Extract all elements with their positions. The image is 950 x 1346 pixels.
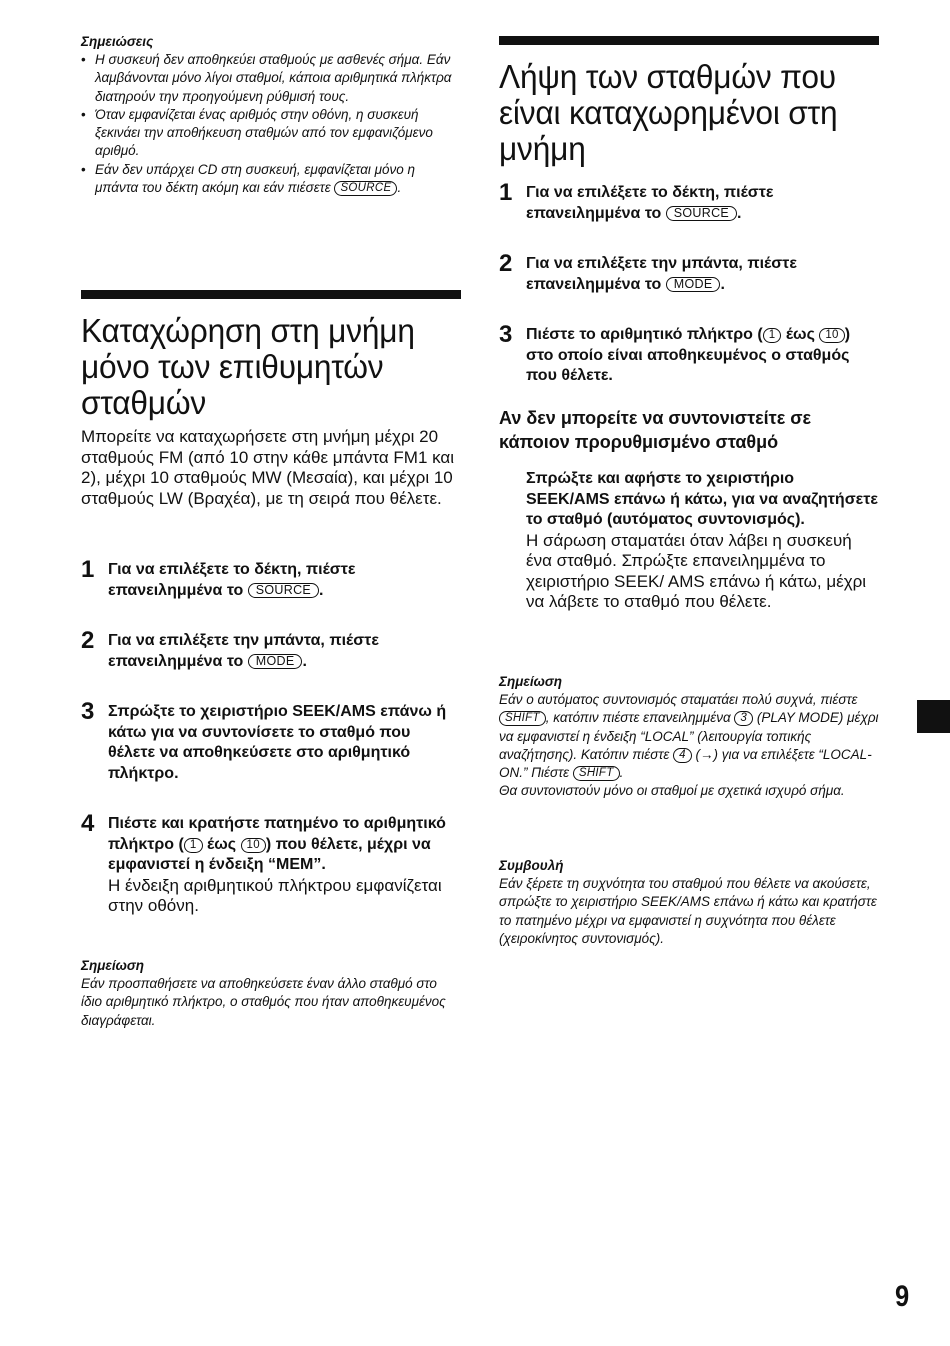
- number-key-10: 10: [819, 328, 844, 343]
- instruction-body: Η σάρωση σταματάει όταν λάβει η συσκευή ένα σταθμό. Σπρώξτε επανειλημμένα το χειριστήριο SEEK/ AMS επάνω ή κάτω, μέχρι να λάβετε το σταθμό που θέλετε.: [526, 530, 867, 612]
- step-text-part: έως: [202, 835, 241, 853]
- note-text-part: ) για να επιλέξετε “LOCAL-ON.” Πιέστε: [499, 746, 872, 781]
- note-text-part: (PLAY MODE) μέχρι να εμφανιστεί η ένδειξη “LOCAL” (λειτουργία τοπικής αναζήτησης). Κατόπιν πιέστε: [499, 710, 879, 762]
- note-text: [499, 691, 879, 782]
- note-block: [499, 674, 879, 801]
- note-text-part: Εάν ο αυτόματος συντονισμός σταματάει πολύ συχνά, πιέστε: [499, 692, 858, 707]
- step-number: 4: [81, 810, 95, 837]
- step-text: [108, 814, 461, 876]
- source-key: SOURCE: [334, 181, 397, 196]
- note-text-part: (: [691, 746, 701, 762]
- notes-item-text: Εάν δεν υπάρχει CD στη συσκευή, εμφανίζεται μόνο η μπάντα του δέκτη ακόμη και εάν πιέσετε: [95, 161, 416, 196]
- step-text-part: Πιέστε και κρατήστε πατημένο το αριθμητικό πλήκτρο (: [108, 815, 446, 853]
- step-text-part: έως: [781, 326, 820, 343]
- number-key-1: 1: [184, 838, 203, 853]
- step-text: Σπρώξτε το χειριστήριο SEEK/AMS επάνω ή κάτω για να συντονίσετε το σταθμό που θέλετε να αποθηκεύσετε στο αριθμητικό πλήκτρο.: [108, 703, 447, 782]
- step-3: [81, 698, 461, 784]
- step-text-end: .: [302, 652, 307, 670]
- recall-section: [499, 36, 879, 167]
- step-text: [526, 254, 879, 295]
- step-4: [81, 810, 461, 917]
- step-text-end: .: [720, 275, 725, 293]
- note-text-part: .: [619, 765, 624, 781]
- step-text-part: Για να επιλέξετε την μπάντα, πιέστε επανειλημμένα το: [108, 632, 379, 670]
- step-text-part: Για να επιλέξετε την μπάντα, πιέστε επανειλημμένα το: [526, 255, 797, 293]
- step-text-part: ) που θέλετε, μέχρι να εμφανιστεί η ένδειξη “MEM”.: [108, 835, 431, 873]
- note-title: Σημείωση: [499, 674, 563, 689]
- number-key-3: 3: [734, 711, 753, 726]
- note-block: [81, 958, 461, 1030]
- step-text-end: .: [737, 204, 742, 222]
- section-heading: Λήψη των σταθμών που είναι καταχωρημένοι στη μνήμη: [499, 58, 838, 167]
- tip-text: Εάν ξέρετε τη συχνότητα του σταθμού που θέλετε να ακούσετε, σπρώξτε το χειριστήριο SEEK/AMS επάνω ή κάτω και κρατήστε το πατημένο μέχρι να εμφανιστεί η συχνότητα που θέλετε (χειροκίνητος συντονισμός).: [499, 876, 877, 946]
- right-arrow-icon: →: [700, 746, 714, 762]
- step-number: 3: [81, 698, 95, 725]
- step-text-end: .: [319, 581, 324, 599]
- step-number: 3: [499, 321, 513, 348]
- tip-block: [499, 858, 879, 948]
- note-text: Εάν προσπαθήσετε να αποθηκεύσετε έναν άλλο σταθμό στο ίδιο αριθμητικό πλήκτρο, ο σταθμός που ήταν αποθηκευμένος διαγράφεται.: [81, 976, 446, 1028]
- step-1: [499, 179, 879, 224]
- tip-title: Συμβουλή: [499, 858, 564, 873]
- notes-item: • Όταν εμφανίζεται ένας αριθμός στην οθόνη, η συσκευή ξεκινάει την αποθήκευση σταθμών από τον εμφανιζόμενο αριθμό.: [81, 106, 461, 161]
- step-number: 2: [499, 250, 513, 277]
- step-text-part: ) στο οποίο είναι αποθηκευμένος ο σταθμός που θέλετε.: [526, 326, 851, 384]
- instruction-text: Σπρώξτε και αφήστε το χειριστήριο SEEK/AMS επάνω ή κάτω, για να αναζητήσετε το σταθμό (αυτόματος συντονισμός).: [526, 470, 878, 528]
- subheading: Αν δεν μπορείτε να συντονιστείτε σε κάποιον προρυθμισμένο σταθμό: [499, 408, 812, 452]
- step-text-part: Για να επιλέξετε το δέκτη, πιέστε επανειλημμένα το: [526, 184, 774, 222]
- step-description: Η ένδειξη αριθμητικού πλήκτρου εμφανίζεται στην οθόνη.: [108, 875, 442, 916]
- notes-list: [81, 51, 461, 197]
- tuning-instruction: [499, 469, 879, 613]
- number-key-4: 4: [673, 748, 692, 763]
- step-number: 1: [499, 179, 513, 206]
- notes-item: • Εάν δεν υπάρχει CD στη συσκευή, εμφανίζεται μόνο η μπάντα του δέκτη ακόμη και εάν πιέσετε SOURCE .: [81, 161, 461, 198]
- intro-paragraph: Μπορείτε να καταχωρήσετε στη μνήμη μέχρι 20 σταθμούς FM (από 10 στην κάθε μπάντα FM1 και 2), μέχρι 10 σταθμούς MW (Μεσαία), και μέχρι 10 σταθμούς LW (Βραχέα), με τη σειρά που θέλετε.: [81, 427, 455, 508]
- store-section: [81, 290, 461, 421]
- note-text-part: , κατόπιν πιέστε επανειλημμένα: [545, 710, 735, 726]
- notes-title: Σημειώσεις: [81, 34, 154, 49]
- step-text-part: Για να επιλέξετε το δέκτη, πιέστε επανειλημμένα το: [108, 561, 356, 599]
- number-key-10: 10: [241, 838, 266, 853]
- notes-item: • Η συσκευή δεν αποθηκεύει σταθμούς με ασθενές σήμα. Εάν λαμβάνονται μόνο λίγοι σταθμοί, κάποια αριθμητικά πλήκτρα διατηρούν την προηγούμενη ρύθμισή τους.: [81, 51, 461, 106]
- mode-key: MODE: [666, 277, 721, 292]
- source-key: SOURCE: [666, 206, 737, 221]
- step-3: [499, 321, 879, 387]
- step-number: 2: [81, 627, 95, 654]
- shift-key: SHIFT: [573, 766, 620, 781]
- section-tab-marker: [917, 700, 950, 733]
- section-heading: Καταχώρηση στη μνήμη μόνο των επιθυμητών σταθμών: [81, 312, 415, 421]
- step-1: [81, 556, 461, 601]
- section-rule: [499, 36, 879, 45]
- notes-block: [81, 34, 461, 197]
- step-2: [81, 627, 461, 672]
- step-number: 1: [81, 556, 95, 583]
- number-key-1: 1: [763, 328, 782, 343]
- step-text: [108, 631, 461, 672]
- step-2: [499, 250, 879, 295]
- page-number: 9: [895, 1280, 910, 1313]
- shift-key: SHIFT: [499, 711, 546, 726]
- source-key: SOURCE: [248, 583, 319, 598]
- note-text-extra: Θα συντονιστούν μόνο οι σταθμοί με σχετικά ισχυρό σήμα.: [499, 783, 845, 799]
- section-rule: [81, 290, 461, 299]
- step-text: [526, 325, 879, 387]
- step-text: [108, 560, 461, 601]
- mode-key: MODE: [248, 654, 303, 669]
- note-title: Σημείωση: [81, 958, 145, 973]
- step-text-part: Πιέστε το αριθμητικό πλήκτρο (: [526, 326, 763, 343]
- step-text: [526, 183, 879, 224]
